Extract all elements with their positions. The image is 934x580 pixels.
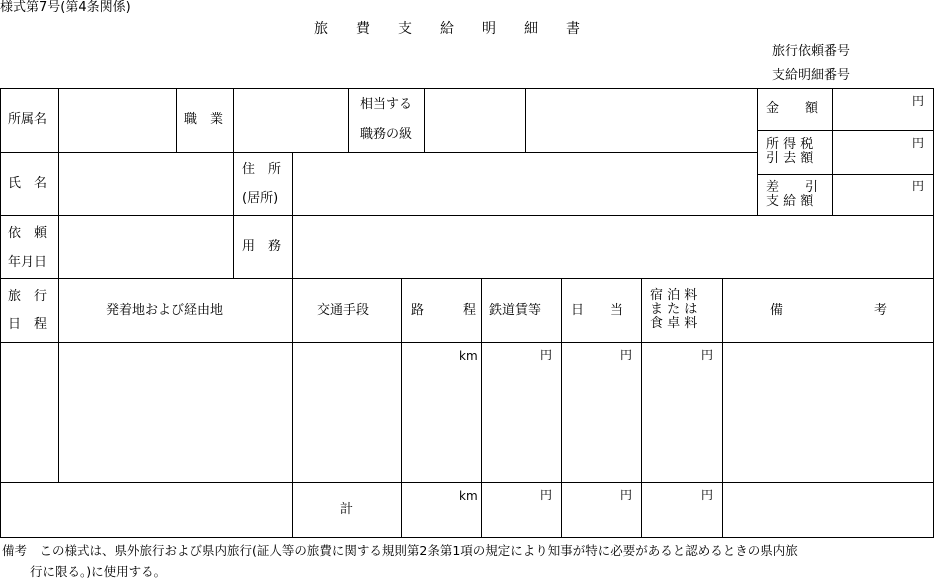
total-daily-yen-unit: 円 — [620, 488, 633, 502]
itinerary-date-field[interactable] — [1, 343, 58, 482]
itinerary-label-line1: 旅 行 — [8, 289, 48, 304]
affiliation-label: 所属名 — [8, 112, 48, 127]
distance-km-unit: km — [459, 349, 478, 363]
equivalent-grade-label-line1: 相当する — [360, 97, 413, 112]
remarks-field[interactable] — [723, 343, 933, 482]
form-number: 様式第7号(第4条関係) — [0, 0, 131, 15]
amount-yen-unit: 円 — [912, 94, 925, 108]
route-field[interactable] — [59, 343, 292, 482]
income-tax-label-line1: 所 得 税 — [766, 137, 814, 152]
name-field[interactable] — [59, 153, 233, 215]
position-field[interactable] — [234, 89, 348, 152]
income-tax-label-line2: 引 去 額 — [766, 151, 814, 166]
total-remarks-field[interactable] — [723, 483, 933, 537]
purpose-label: 用 務 — [242, 239, 282, 254]
total-distance-field[interactable] — [402, 483, 481, 537]
rail-fare-yen-unit: 円 — [540, 348, 553, 362]
lodging-header-line2: ま た は — [650, 302, 698, 317]
address-label-line2: (居所) — [242, 191, 279, 206]
affiliation-field[interactable] — [59, 89, 176, 152]
equivalent-grade-field[interactable] — [425, 89, 525, 152]
net-pay-label-line2: 支 給 額 — [766, 194, 814, 209]
remarks-header: 備 考 — [770, 303, 888, 318]
lodging-header-line1: 宿 泊 料 — [650, 288, 698, 303]
total-lodging-yen-unit: 円 — [701, 488, 714, 502]
total-rail-fare-field[interactable] — [482, 483, 561, 537]
page-title: 旅 費 支 給 明 細 書 — [314, 21, 580, 37]
equivalent-grade-label-line2: 職務の級 — [360, 127, 413, 142]
net-pay-label-line1: 差 引 — [766, 180, 819, 195]
total-km-unit: km — [459, 489, 478, 503]
net-pay-yen-unit: 円 — [912, 179, 925, 193]
note-line1: 備考 この様式は、県外旅行および県内旅行(証人等の旅費に関する規則第2条第1項の規定により知事が特に必要があると認めるときの県内旅 — [2, 543, 798, 558]
daily-allowance-yen-unit: 円 — [620, 348, 633, 362]
lodging-header-line3: 食 卓 料 — [650, 316, 698, 331]
address-field[interactable] — [293, 153, 757, 215]
income-tax-yen-unit: 円 — [912, 136, 925, 150]
rail-fare-header: 鉄道賃等 — [489, 303, 542, 318]
total-lodging-field[interactable] — [642, 483, 722, 537]
request-date-label-line2: 年月日 — [8, 255, 48, 270]
transport-field[interactable] — [293, 343, 401, 482]
amount-label: 金 額 — [766, 101, 819, 116]
itinerary-label-line2: 日 程 — [8, 317, 48, 332]
lodging-field[interactable] — [642, 343, 722, 482]
request-date-label-line1: 依 頼 — [8, 226, 48, 241]
request-date-field[interactable] — [59, 216, 233, 278]
route-header: 発着地および経由地 — [106, 303, 224, 318]
transport-header: 交通手段 — [317, 303, 370, 318]
travel-request-number-label: 旅行依頼番号 — [772, 44, 851, 59]
distance-header: 路 程 — [411, 303, 477, 318]
name-label: 氏 名 — [8, 176, 48, 191]
daily-allowance-field[interactable] — [562, 343, 641, 482]
total-label: 計 — [340, 502, 354, 517]
total-rail-fare-yen-unit: 円 — [540, 488, 553, 502]
rail-fare-field[interactable] — [482, 343, 561, 482]
lodging-yen-unit: 円 — [701, 348, 714, 362]
address-label-line1: 住 所 — [242, 162, 282, 177]
purpose-field[interactable] — [293, 216, 933, 278]
daily-allowance-header: 日 当 — [571, 303, 624, 318]
distance-field[interactable] — [402, 343, 481, 482]
note-line2: 行に限る。)に使用する。 — [30, 564, 167, 579]
position-label: 職 業 — [184, 112, 224, 127]
payment-detail-number-label: 支給明細番号 — [772, 68, 851, 83]
total-daily-allowance-field[interactable] — [562, 483, 641, 537]
